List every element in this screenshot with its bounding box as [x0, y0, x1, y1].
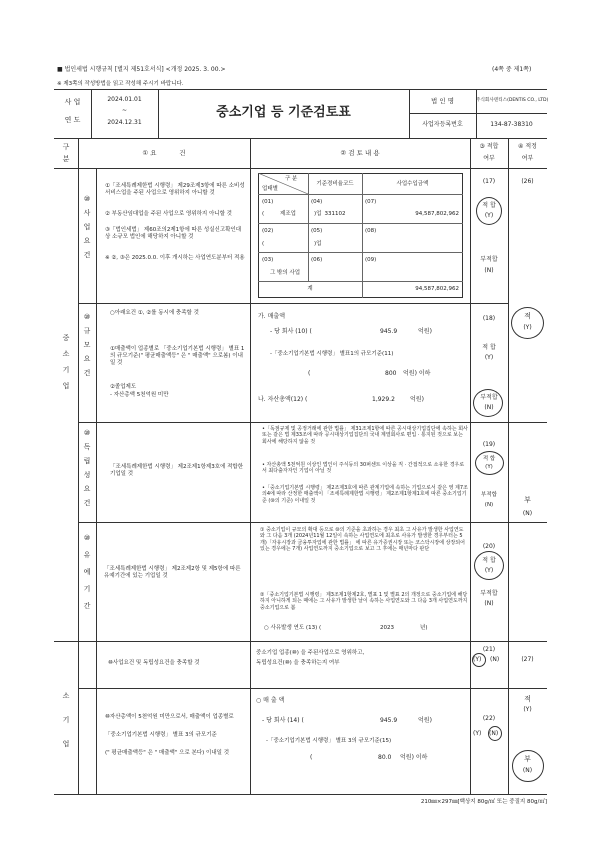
total-amount: 94,587,802,962	[415, 286, 459, 292]
regulation-line: ■ 법인세법 시행규칙 [별지 제51호서식] <개정 2025. 3. 00.>	[57, 66, 226, 73]
small-n1[interactable]: (N)	[490, 656, 500, 663]
r02-suffix: )업	[314, 241, 322, 247]
label-business-req: ⑩사업요건	[83, 195, 91, 259]
unfit-n-17: (N)	[484, 267, 494, 274]
unfit-18[interactable]: 부적합	[480, 394, 498, 401]
small-req-2a: ⑩자산총액이 5천억원 미만으로서, 매출액이 업종별로	[105, 714, 234, 720]
total-assets-value: 1,929.2	[372, 396, 395, 403]
page-title: 중소기업 등 기준검토표	[216, 105, 351, 120]
grace-para-2: ②「중소기업기본법 시행령」 제3조제1항제2호, 별표 1 및 별표 2의 개정으로 중소기업에 해당하지 아니하게 되는 때에는 그 사유가 발생한 날이 속하는 사업연도와 그 다음 3개 사업연도까지 중소기업으로 봄	[260, 592, 468, 611]
biz-no: 134-87-38310	[490, 121, 533, 128]
paper-spec: 210㎜×297㎜[백상지 80g/㎡ 또는 중질지 80g/㎡]	[420, 799, 547, 805]
size-standard-value: 800	[385, 370, 397, 377]
small-rev-1b: 독립성요건(⑩) 을 충족하는지 여부	[256, 660, 340, 666]
r07-no: (07)	[365, 199, 377, 205]
r02-open: (	[262, 241, 265, 247]
independence-bullet-1: •「독점규제 및 공정거래에 관한 법률」 제31조제1항에 따른 공시대상기업집단에 속하는 회사 또는 같은 법 제33조에 따라 공시대상기업집단의 국내 계열회사로 편입 · 통지된 것으로 보는 회사에 해당하지 않을 것	[262, 426, 468, 445]
biz-req-3: ③「법인세법」 제60조의2제1항에 따른 성실신고확인대상 소규모 법인에 해당하지 아니할 것	[105, 227, 242, 240]
size-standard-unit: 억원) 이하	[403, 370, 431, 377]
th-gubun: 구 분	[285, 176, 298, 182]
final-independence-1: 부	[524, 496, 531, 504]
fit-yes-19[interactable]: 적 합	[482, 456, 496, 462]
col-requirement: ① 요 건	[142, 149, 186, 157]
small-rev-2b-label: - 당 회사 (14) (	[262, 717, 304, 724]
company-revenue-label: - 당 회사 (10) (	[270, 328, 312, 335]
fit-y-19: (Y)	[485, 464, 493, 470]
grace-req: 「조세특례제한법 시행령」 제2조제2항 및 제5항에 따른 유예기간에 있는 기업일 것	[104, 566, 241, 579]
corp-name: 주식회사덴티스(DENTIS CO., LTD)	[476, 98, 549, 103]
r01-no: (01)	[262, 199, 274, 205]
independence-req: 「조세특례제한법 시행령」 제2조제1항제3호에 적합한 기업일 것	[110, 464, 244, 477]
fit-no-21: (21)	[482, 646, 496, 653]
biz-no-label: 사업자등록번호	[422, 121, 463, 128]
small-rev-2b-unit: 억원)	[418, 717, 432, 724]
unfit-17[interactable]: 부적합	[480, 256, 498, 263]
label-grace-req: ⑩유예기간	[83, 534, 91, 610]
r04-code: 331102	[324, 211, 346, 217]
size-standard-label: -「중소기업기본법 시행령」 별표1의 규모기준(11)	[270, 351, 394, 357]
fit-no-20: (20)	[482, 543, 496, 550]
total-assets-label: 나. 자산총액(12) (	[258, 396, 308, 403]
col-review: ② 검 토 내 용	[340, 149, 380, 157]
unfit-19[interactable]: 부적합	[481, 492, 497, 498]
th-biz: 업태별	[262, 186, 278, 192]
fit-yes-18[interactable]: 적 합	[482, 344, 496, 351]
period-end: 2024.12.31	[107, 119, 142, 126]
total-label: 계	[307, 286, 313, 292]
r01-suffix: )업	[314, 211, 322, 217]
small-final-3: 부	[524, 755, 531, 763]
r03-no: (03)	[262, 257, 274, 263]
small-rev-2b-value: 945.9	[380, 717, 398, 724]
label-sme: 중 소 기 업	[62, 334, 70, 390]
r07-amount: 94,587,802,962	[415, 211, 459, 217]
small-rev-2c: -「중소기업기본법 시행령」 별표 3의 규모기준(15)	[266, 738, 392, 744]
biz-req-4: ※ ②, ③은 2025.0.0. 이후 개시하는 사업연도분부터 적용	[105, 255, 245, 261]
small-req-2b: 「중소기업기본법 시행령」 별표 3의 규모기준	[105, 732, 217, 738]
unfit-20[interactable]: 부적합	[480, 590, 498, 597]
size-req-1: ○아래요건 ①, ②를 동시에 충족할 것	[110, 310, 199, 316]
biz-req-2: ② 부동산임대업을 주된 사업으로 영위하지 아니할 것	[105, 211, 232, 217]
size-req-3: ②졸업제도	[110, 384, 137, 390]
r02-no: (02)	[262, 228, 274, 234]
year-label-1: 사 업	[64, 98, 81, 106]
final-independence-2: (N)	[522, 510, 533, 517]
fit-y-17: (Y)	[484, 212, 494, 219]
col-fit-2: 여부	[483, 155, 495, 162]
fit-no-18: (18)	[482, 315, 496, 322]
final-fit-1: 적	[524, 312, 531, 320]
event-year-unit: 년)	[420, 625, 428, 631]
col-gubun-2: 분	[62, 155, 70, 163]
small-rev-2d-open: (	[310, 754, 313, 761]
company-revenue-unit: 억원)	[418, 328, 432, 335]
page-number: (4쪽 중 제1쪽)	[492, 66, 532, 73]
revenue-label: 가. 매출액	[258, 313, 285, 320]
event-year-label: ○ 사유발생 연도 (13) (	[264, 625, 322, 631]
small-rev-1a: 중소기업 업종(⑩) 을 주된사업으로 영위하고,	[256, 650, 365, 656]
r03-name: 그 밖의 사업	[270, 270, 301, 276]
corp-name-label: 법 인 명	[431, 97, 454, 105]
col-final-1: ④ 적정	[518, 143, 537, 150]
final-no-26: (26)	[521, 178, 534, 185]
small-req-1: ⑩사업요건 및 독립성요건을 충족할 것	[108, 660, 200, 666]
fit-y-20: (Y)	[484, 567, 494, 574]
small-rev-2d-unit: 억원) 이하	[400, 754, 428, 761]
independence-bullet-3: •「중소기업기본법 시행령」 제2조제3호에 따른 관계기업에 속하는 기업으로서 같은 영 제7조의4에 따라 산정한 매출액이 「조세특례제한법 시행령」 제2조제1항제1호에 따른 중소기업기준 (⑩의 기준) 이내일 것	[262, 485, 468, 504]
small-y1[interactable]: (Y)	[473, 656, 482, 663]
r01-name: 제조업	[280, 211, 296, 217]
unfit-n-20: (N)	[484, 600, 494, 607]
grace-para-1: ① 중소기업이 규모의 확대 등으로 ⑩의 기준을 초과하는 경우 최초 그 사유가 발생한 사업연도와 그 다음 3개 (2024년11월 12일이 속하는 사업연도에 최초로 사유가 발생한 경우부터는 5개)「자유시장과 금융투자업에 관한 법률」 에 따른 유가증권시장 또는 코스닥시장에 상장되어 있는 경우에는 7개) 사업연도까지 중소기업으로 보고 그 후에는 매년마다 판단	[260, 527, 465, 553]
th-income: 사업수입금액	[396, 181, 429, 187]
r05-no: (05)	[311, 228, 323, 234]
year-label-2: 연 도	[64, 116, 81, 124]
fit-y-18: (Y)	[484, 354, 494, 361]
small-y2[interactable]: (Y)	[473, 730, 482, 737]
fit-no-19: (19)	[482, 441, 496, 448]
biz-req-1: ①「조세특례제한법 시행령」 제29조제3항에 따른 소비성 서비스업을 주된 사업으로 영위하지 아니할 것	[105, 183, 245, 196]
size-standard-open: (	[308, 370, 311, 377]
company-revenue-value: 945.9	[380, 328, 398, 335]
label-small-mid: 소 기 업	[62, 692, 70, 748]
small-final-2: (Y)	[523, 706, 532, 713]
fit-no-22: (22)	[482, 715, 496, 722]
final-fit-2: (Y)	[523, 324, 532, 331]
size-req-2: ①매출액이 업종별로 「중소기업기본법 시행령」 별표 1의 규모기준(" 평균매출액등" 은 " 매출액" 으로봄) 이내일 것	[110, 346, 245, 366]
small-final-1: 적	[524, 695, 531, 703]
small-rev-2d-value: 80.0	[378, 754, 392, 761]
independence-bullet-2: • 자산총액 5천억원 이상인 법인이 주식등의 30퍼센트 이상을 직 · 간접적으로 소유한 경우로서 최다출자자인 기업이 아닐 것	[262, 462, 465, 475]
event-year-value: 2023	[380, 625, 394, 631]
fit-yes-17[interactable]: 적 합	[482, 202, 496, 209]
col-gubun-1: 구	[62, 143, 70, 151]
period-dash: ~	[121, 107, 128, 114]
small-final-4: (N)	[522, 767, 533, 774]
instruction-note: ※ 제3쪽의 작성방법을 읽고 작성해 주시기 바랍니다.	[57, 81, 184, 87]
small-n2[interactable]: (N)	[489, 730, 499, 737]
fit-no-17: (17)	[482, 178, 496, 185]
r09-no: (09)	[365, 257, 377, 263]
label-independence-req: ⑩독립성요건	[83, 429, 91, 507]
label-size-req: ⑩규모요건	[83, 313, 91, 377]
unfit-n-19: (N)	[484, 502, 494, 508]
r01-open: (	[262, 211, 265, 217]
final-no-27: (27)	[521, 656, 534, 663]
r06-no: (06)	[311, 257, 323, 263]
col-final-2: 여부	[521, 155, 534, 162]
total-assets-unit: 억원)	[410, 396, 424, 403]
fit-yes-20[interactable]: 적 합	[482, 557, 496, 564]
col-fit-1: ③ 적합	[479, 143, 499, 150]
size-req-4: - 자산총액 5천억원 미만	[110, 392, 169, 398]
small-req-2c: (" 평균매출액등" 은 " 매출액" 으로 본다) 이내일 것	[105, 750, 230, 756]
r08-no: (08)	[365, 228, 377, 234]
r04-no: (04)	[311, 199, 323, 205]
small-rev-2a: ○ 매 출 액	[256, 697, 285, 704]
period-start: 2024.01.01	[107, 96, 142, 103]
unfit-n-18: (N)	[484, 404, 494, 411]
th-code: 기준경비율코드	[316, 181, 354, 187]
